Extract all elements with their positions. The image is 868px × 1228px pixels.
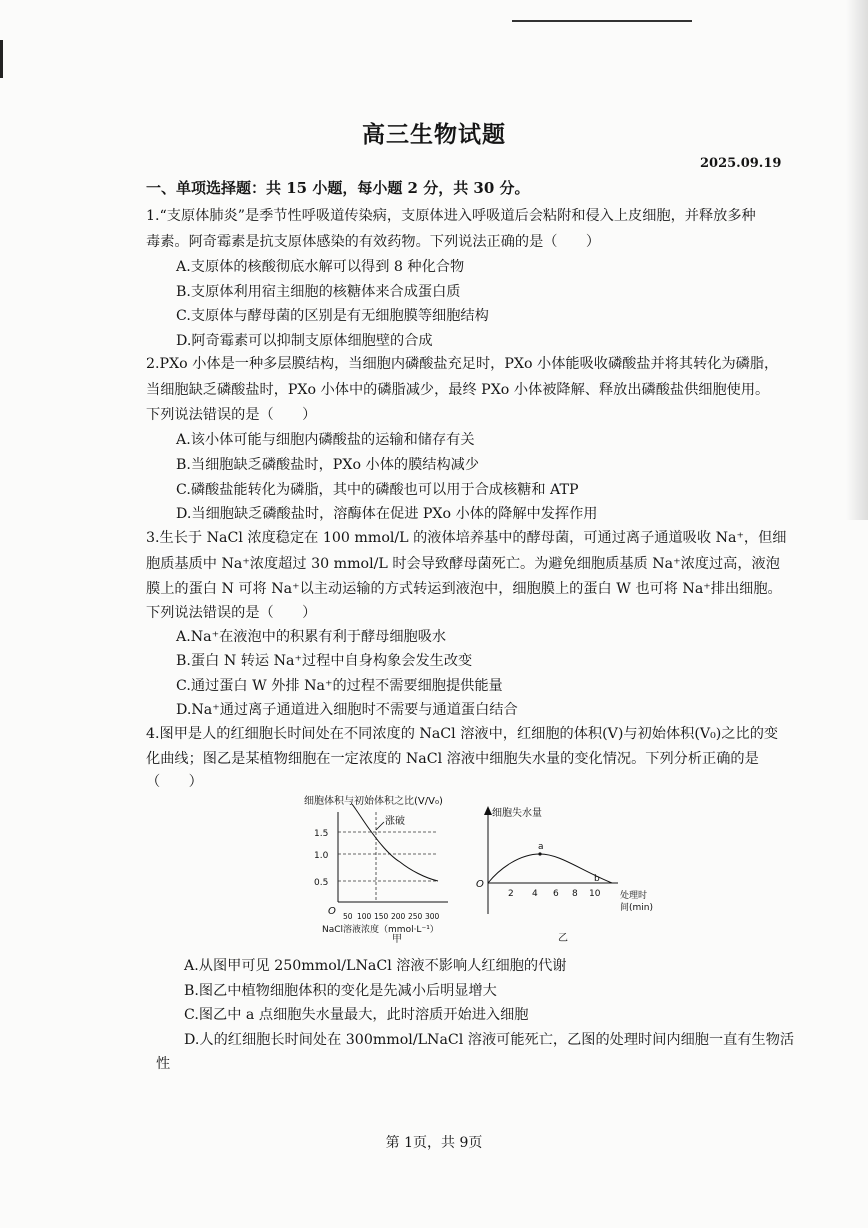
fig-a-caption: 甲 [392,934,402,945]
q1-option-b: B.支原体利用宿主细胞的核糖体来合成蛋白质 [176,284,461,300]
page-footer: 第 1页，共 9页 [385,1135,483,1151]
fig-b-origin: O [476,879,484,890]
fig-a-ytick-1-5: 1.5 [314,829,329,839]
fig-b-xtick-4: 4 [532,889,538,899]
fig-a-xtick-100: 100 [357,912,372,921]
q1-option-a: A.支原体的核酸彻底水解可以得到 8 种化合物 [176,259,465,275]
q2-option-b: B.当细胞缺乏磷酸盐时，PXo 小体的膜结构减少 [176,457,480,473]
fig-b-caption: 乙 [558,933,568,944]
q3-stem-line-3: 膜上的蛋白 N 可将 Na⁺以主动运输的方式转运到液泡中，细胞膜上的蛋白 W 也可将 Na⁺排出细胞。 [146,581,782,597]
fig-b-xtick-8: 8 [572,889,578,899]
q2-stem-line-3: 下列说法错误的是（ ） [146,407,317,423]
q3-stem-line-4: 下列说法错误的是（ ） [146,605,317,621]
q4-option-b: B.图乙中植物细胞体积的变化是先减小后明显增大 [184,983,497,999]
q4-stem-line-2: 化曲线；图乙是某植物细胞在一定浓度的 NaCl 溶液中细胞失水量的变化情况。下列分析正确的是 [146,751,759,767]
fig-a-ytick-1-0: 1.0 [314,851,329,861]
fig-a-xtick-250: 250 [408,912,423,921]
q1-stem-line-2: 毒素。阿奇霉素是抗支原体感染的有效药物。下列说法正确的是（ ） [146,234,601,250]
fig-a-xlabel: NaCl溶液浓度（mmol·L⁻¹） [322,925,439,935]
q3-option-a: A.Na⁺在液泡中的积累有利于酵母细胞吸水 [176,629,447,645]
q2-option-a: A.该小体可能与细胞内磷酸盐的运输和储存有关 [176,432,475,448]
q3-option-c: C.通过蛋白 W 外排 Na⁺的过程不需要细胞提供能量 [176,678,503,694]
q2-stem-line-1: 2.PXo 小体是一种多层膜结构，当细胞内磷酸盐充足时，PXo 小体能吸收磷酸盐并将其转化为磷脂， [146,356,779,372]
figure-yi [470,798,670,948]
fig-b-ylabel: 细胞失水量 [492,808,542,819]
page-title: 高三生物试题 [362,121,506,148]
q3-option-d: D.Na⁺通过离子通道进入细胞时不需要与通道蛋白结合 [176,702,518,718]
fig-b-xtick-10: 10 [589,889,601,899]
section-heading: 一、单项选择题：共 15 小题，每小题 2 分，共 30 分。 [146,179,530,197]
fig-a-ytick-0-5: 0.5 [314,878,329,888]
fig-b-label-b: b [594,874,600,884]
fig-a-xtick-300: 300 [425,912,440,921]
q4-option-d-line-1: D.人的红细胞长时间处在 300mmol/LNaCl 溶液可能死亡，乙图的处理时间内细胞一直有生物活 [184,1032,795,1048]
q4-option-a: A.从图甲可见 250mmol/LNaCl 溶液不影响人红细胞的代谢 [184,958,567,974]
q1-stem-line-1: 1.“支原体肺炎”是季节性呼吸道传染病，支原体进入呼吸道后会粘附和侵入上皮细胞，并释放多种 [146,208,756,224]
fig-b-xtick-2: 2 [508,889,514,899]
fig-a-xtick-150: 150 [374,912,389,921]
fig-b-xlabel-1: 处理时 [620,891,648,901]
scan-shadow [846,0,868,520]
q2-option-c: C.磷酸盐能转化为磷脂，其中的磷酸也可以用于合成核糖和 ATP [176,482,579,498]
q4-option-d-line-2: 性 [156,1056,171,1072]
fig-a-pointer [376,822,384,830]
q4-stem-line-1: 4.图甲是人的红细胞长时间处在不同浓度的 NaCl 溶液中，红细胞的体积(V)与初始体积(V₀)之比的变 [146,726,779,742]
fig-b-y-arrow [484,806,492,815]
q3-option-b: B.蛋白 N 转运 Na⁺过程中自身构象会发生改变 [176,653,473,669]
exam-date: 2025.09.19 [700,156,782,171]
fig-a-burst-label: 涨破 [385,816,405,827]
figure-jia [300,790,470,950]
q4-option-c: C.图乙中 a 点细胞失水量最大，此时溶质开始进入细胞 [184,1007,529,1023]
fig-a-origin: O [328,906,336,917]
scan-top-line [512,20,692,22]
fig-b-xtick-6: 6 [553,889,559,899]
fig-a-xtick-200: 200 [391,912,406,921]
q3-stem-line-2: 胞质基质中 Na⁺浓度超过 30 mmol/L 时会导致酵母菌死亡。为避免细胞质基质 Na⁺浓度过高，液泡 [146,556,780,572]
q3-stem-line-1: 3.生长于 NaCl 浓度稳定在 100 mmol/L 的液体培养基中的酵母菌，可通过离子通道吸收 Na⁺，但细 [146,530,787,546]
fig-b-label-a: a [538,842,544,852]
fig-b-point-a [538,852,541,855]
fig-a-ylabel: 细胞体积与初始体积之比(V/V₀) [304,796,443,807]
q1-option-d: D.阿奇霉素可以抑制支原体细胞壁的合成 [176,333,433,349]
scan-edge-mark [0,40,3,78]
q2-stem-line-2: 当细胞缺乏磷酸盐时，PXo 小体中的磷脂减少，最终 PXo 小体被降解、释放出磷酸盐供细胞使用。 [146,382,770,398]
fig-a-xtick-50: 50 [343,912,353,921]
q4-stem-line-3: （ ） [146,774,203,790]
fig-b-xlabel-2: 间(min) [620,903,653,913]
q1-option-c: C.支原体与酵母菌的区别是有无细胞膜等细胞结构 [176,308,489,324]
q2-option-d: D.当细胞缺乏磷酸盐时，溶酶体在促进 PXo 小体的降解中发挥作用 [176,506,598,522]
